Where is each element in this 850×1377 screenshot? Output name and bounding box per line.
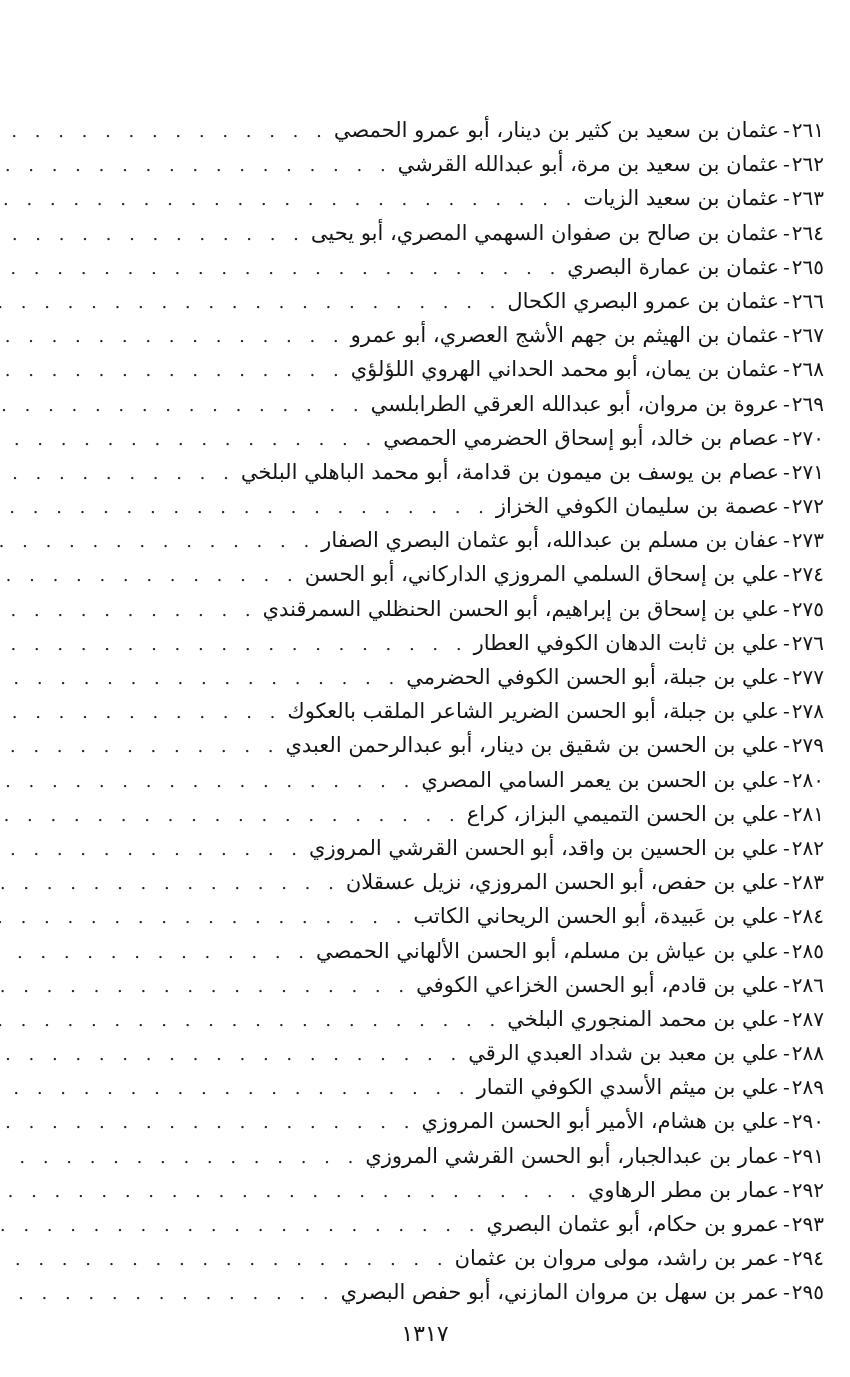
toc-entry [78, 494, 824, 528]
entry-number: ٢٦٨ [791, 357, 824, 382]
dot-leader [0, 121, 328, 142]
entry-title: علي بن الحسين بن واقد، أبو الحسن القرشي المروزي [309, 835, 779, 860]
entry-title: علي بن عَبيدة، أبو الحسن الريحاني الكاتب [413, 904, 779, 929]
entry-title: عمر بن سهل بن مروان المازني، أبو حفص البصري [340, 1280, 779, 1305]
toc-entry [78, 323, 824, 357]
entry-dash: - [783, 1246, 790, 1271]
entry-title: عثمان بن صالح بن صفوان السهمي المصري، أبو يحيى [310, 220, 779, 245]
dot-leader [0, 189, 577, 210]
toc-entry [78, 528, 824, 562]
entry-title: علي بن ثابت الدهان الكوفي العطار [473, 630, 779, 655]
entry-dash: - [783, 1177, 790, 1202]
entry-number: ٢٨٦ [791, 972, 824, 997]
entry-title: عثمان بن عمرو البصري الكحال [507, 288, 779, 313]
entry-dash: - [783, 870, 790, 895]
dot-leader [0, 873, 340, 894]
dot-leader [0, 976, 410, 997]
toc-entry [78, 186, 824, 220]
dot-leader [0, 155, 392, 176]
entry-title: عثمان بن سعيد بن مرة، أبو عبدالله القرشي [397, 152, 779, 177]
entry-dash: - [783, 1212, 790, 1236]
entry-number: ٢٧٠ [791, 425, 824, 450]
entry-dash: - [783, 254, 790, 279]
entry-number: ٢٦٧ [791, 323, 824, 348]
entry-number: ٢٨٩ [791, 1075, 824, 1100]
entry-dash: - [783, 835, 790, 860]
dot-leader [0, 326, 345, 347]
dot-leader [0, 292, 501, 313]
toc-entry [78, 973, 824, 1007]
entry-dash: - [783, 1109, 790, 1134]
entry-number: ٢٧٥ [791, 596, 824, 621]
toc-entry [78, 152, 824, 186]
entry-dash: - [783, 1143, 790, 1168]
page-number: ١٣١٧ [401, 1322, 449, 1347]
entry-title: علي بن محمد المنجوري البلخي [507, 1006, 779, 1031]
dot-leader [0, 736, 280, 757]
dot-leader [0, 395, 365, 416]
entry-title: علي بن هشام، الأمير أبو الحسن المروزي [421, 1109, 779, 1134]
entry-title: عثمان بن سعيد الزيات [583, 186, 779, 211]
entry-dash: - [783, 288, 790, 313]
dot-leader [0, 907, 407, 928]
entry-number: ٢٨٠ [791, 767, 824, 792]
dot-leader [0, 531, 315, 552]
entry-dash: - [783, 938, 790, 963]
entry-dash: - [783, 665, 790, 689]
entry-title: علي بن الحسن بن شقيق بن دينار، أبو عبدالرحمن العبدي [285, 733, 779, 758]
entry-title: عصام بن خالد، أبو إسحاق الحضرمي الحمصي [383, 425, 779, 450]
toc-entry [78, 1178, 824, 1212]
entry-number: ٢٦٩ [791, 391, 824, 416]
entry-title: علي بن إسحاق السلمي المروزي الداركاني، أبو الحسن [304, 562, 779, 587]
entry-title: علي بن ميثم الأسدي الكوفي التمار [476, 1075, 779, 1100]
entry-dash: - [783, 220, 790, 245]
dot-leader [0, 942, 310, 963]
entry-title: عثمان بن سعيد بن كثير بن دينار، أبو عمرو الحمصي [333, 118, 779, 142]
toc-entry [78, 1041, 824, 1075]
entry-number: ٢٦٥ [791, 254, 824, 279]
entry-title: عروة بن مروان، أبو عبدالله العرقي الطرابلسي [370, 391, 779, 416]
entry-number: ٢٧٣ [791, 528, 824, 553]
dot-leader [0, 1249, 449, 1270]
entry-dash: - [783, 494, 790, 519]
toc-entry [78, 1109, 824, 1143]
entry-title: عفان بن مسلم بن عبدالله، أبو عثمان البصري الصفار [321, 528, 779, 553]
entry-dash: - [783, 323, 790, 348]
dot-leader [0, 565, 299, 586]
entry-title: علي بن قادم، أبو الحسن الخزاعي الكوفي [416, 972, 779, 997]
entry-number: ٢٧٦ [791, 630, 824, 655]
entry-dash: - [783, 767, 790, 792]
entry-number: ٢٩٤ [791, 1246, 824, 1271]
entry-dash: - [783, 459, 790, 484]
entry-number: ٢٧٤ [791, 562, 824, 587]
toc-entry [78, 1007, 824, 1041]
toc-entry [78, 562, 824, 596]
entry-dash: - [783, 391, 790, 416]
toc-entry [78, 460, 824, 494]
toc-entry [78, 699, 824, 733]
dot-leader [0, 1044, 462, 1065]
dot-leader [0, 839, 303, 860]
entry-title: عمر بن راشد، مولى مروان بن عثمان [454, 1246, 779, 1271]
entry-number: ٢٨٨ [791, 1041, 824, 1066]
entry-title: عثمان بن عمارة البصري [567, 254, 779, 279]
dot-leader [0, 702, 281, 723]
dot-leader [0, 360, 345, 381]
toc-entry [78, 289, 824, 323]
entry-dash: - [783, 972, 790, 997]
toc-entry [78, 1246, 824, 1280]
entry-dash: - [783, 357, 790, 382]
entry-title: علي بن الحسن التميمي البزاز، كراع [466, 801, 779, 826]
dot-leader [0, 1181, 582, 1202]
dot-leader [0, 1283, 335, 1304]
entry-dash: - [783, 1075, 790, 1100]
entry-dash: - [783, 152, 790, 177]
entry-number: ٢٨٤ [791, 904, 824, 929]
entry-number: ٢٨٣ [791, 870, 824, 895]
entry-number: ٢٨٥ [791, 938, 824, 963]
toc-entry [78, 631, 824, 665]
table-of-contents [78, 118, 824, 1315]
entry-dash: - [783, 528, 790, 553]
dot-leader [0, 463, 235, 484]
entry-number: ٢٧٧ [791, 665, 824, 689]
dot-leader [0, 1112, 415, 1133]
toc-entry [78, 118, 824, 152]
entry-title: عمرو بن حكام، أبو عثمان البصري [486, 1212, 779, 1236]
toc-entry [78, 733, 824, 767]
entry-title: علي بن إسحاق بن إبراهيم، أبو الحسن الحنظلي السمرقندي [262, 596, 779, 621]
toc-entry [78, 836, 824, 870]
entry-number: ٢٧١ [791, 459, 824, 484]
toc-entry [78, 870, 824, 904]
dot-leader [0, 1147, 359, 1168]
toc-entry [78, 392, 824, 426]
entry-number: ٢٩٥ [791, 1280, 824, 1305]
entry-dash: - [783, 596, 790, 621]
toc-entry [78, 221, 824, 255]
dot-leader [0, 668, 400, 689]
entry-title: علي بن جبلة، أبو الحسن الكوفي الحضرمي [406, 665, 779, 689]
entry-number: ٢٦٦ [791, 288, 824, 313]
entry-dash: - [783, 425, 790, 450]
entry-title: عمار بن عبدالجبار، أبو الحسن القرشي المروزي [365, 1143, 779, 1168]
entry-number: ٢٦١ [791, 118, 824, 142]
entry-number: ٢٧٨ [791, 699, 824, 724]
dot-leader [0, 497, 490, 518]
entry-dash: - [783, 904, 790, 929]
dot-leader [0, 1078, 471, 1099]
toc-entry [78, 1212, 824, 1246]
entry-title: عصام بن يوسف بن ميمون بن قدامة، أبو محمد الباهلي البلخي [240, 459, 779, 484]
entry-number: ٢٦٣ [791, 186, 824, 211]
entry-dash: - [783, 630, 790, 655]
toc-entry [78, 357, 824, 391]
entry-number: ٢٩١ [791, 1143, 824, 1168]
toc-entry [78, 426, 824, 460]
toc-entry [78, 802, 824, 836]
entry-title: عصمة بن سليمان الكوفي الخزاز [495, 494, 779, 519]
entry-dash: - [783, 1006, 790, 1031]
entry-number: ٢٨٧ [791, 1006, 824, 1031]
entry-title: علي بن جبلة، أبو الحسن الضرير الشاعر الملقب بالعكوك [287, 699, 779, 724]
entry-title: علي بن حفص، أبو الحسن المروزي، نزيل عسقلان [345, 870, 779, 895]
dot-leader [0, 224, 305, 245]
entry-dash: - [783, 118, 790, 142]
toc-entry [78, 768, 824, 802]
entry-title: عمار بن مطر الرهاوي [588, 1177, 779, 1202]
entry-dash: - [783, 562, 790, 587]
entry-number: ٢٧٢ [791, 494, 824, 519]
entry-dash: - [783, 699, 790, 724]
dot-leader [0, 634, 468, 655]
dot-leader [0, 258, 561, 279]
entry-dash: - [783, 733, 790, 758]
entry-title: عثمان بن يمان، أبو محمد الحداني الهروي اللؤلؤي [350, 357, 779, 382]
entry-dash: - [783, 1280, 790, 1305]
toc-entry [78, 1280, 824, 1314]
dot-leader [0, 1215, 480, 1236]
dot-leader [0, 600, 257, 621]
toc-entry [78, 1144, 824, 1178]
entry-number: ٢٧٩ [791, 733, 824, 758]
entry-dash: - [783, 801, 790, 826]
toc-entry [78, 939, 824, 973]
entry-dash: - [783, 186, 790, 211]
dot-leader [0, 1010, 501, 1031]
toc-entry [78, 904, 824, 938]
toc-entry [78, 597, 824, 631]
entry-number: ٢٩٢ [791, 1177, 824, 1202]
entry-number: ٢٩٠ [791, 1109, 824, 1134]
entry-number: ٢٨٢ [791, 835, 824, 860]
dot-leader [0, 429, 377, 450]
entry-number: ٢٦٢ [791, 152, 824, 177]
entry-number: ٢٦٤ [791, 220, 824, 245]
entry-dash: - [783, 1041, 790, 1066]
entry-number: ٢٩٣ [791, 1212, 824, 1236]
toc-entry [78, 665, 824, 699]
dot-leader [0, 771, 415, 792]
entry-title: علي بن عياش بن مسلم، أبو الحسن الألهاني الحمصي [316, 938, 779, 963]
entry-number: ٢٨١ [791, 801, 824, 826]
toc-entry [78, 255, 824, 289]
dot-leader [0, 805, 461, 826]
entry-title: علي بن معبد بن شداد العبدي الرقي [468, 1041, 779, 1066]
entry-title: علي بن الحسن بن يعمر السامي المصري [421, 767, 779, 792]
entry-title: عثمان بن الهيثم بن جهم الأشج العصري، أبو عمرو [350, 323, 779, 348]
toc-entry [78, 1075, 824, 1109]
